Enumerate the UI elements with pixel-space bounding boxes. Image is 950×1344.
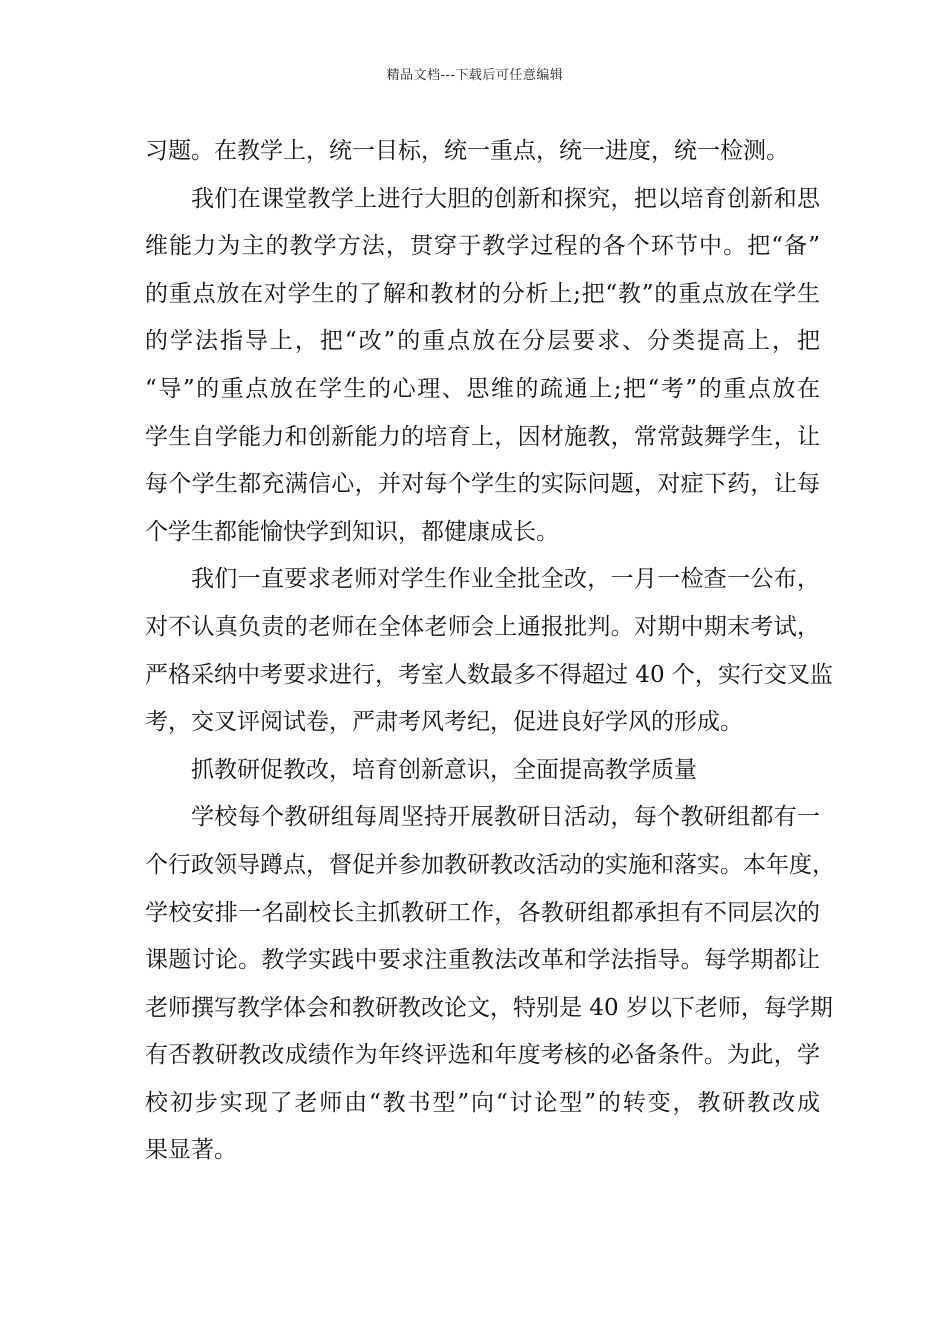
text-line: 有否教研教改成绩作为年终评选和年度考核的必备条件。为此，学 <box>145 1042 820 1069</box>
text-line: 老师撰写教学体会和教研教改论文，特别是 40 岁以下老师，每学期 <box>145 994 833 1021</box>
text-line: 习题。在教学上，统一目标，统一重点，统一进度，统一检测。 <box>145 138 789 164</box>
text-line: 考，交叉评阅试卷，严肃考风考纪，促进良好学风的形成。 <box>145 709 743 736</box>
text-line: 校初步实现了老师由“教书型”向“讨论型”的转变，教研教改成 <box>145 1089 820 1116</box>
body-text <box>145 128 835 1175</box>
text-line: 学校安排一名副校长主抓教研工作，各教研组都承担有不同层次的 <box>145 899 820 926</box>
text-line: 的学法指导上，把“改”的重点放在分层要求、分类提高上，把 <box>145 328 820 355</box>
section-heading: 抓教研促教改，培育创新意识，全面提高教学质量 <box>191 756 697 783</box>
text-line: 维能力为主的教学方法，贯穿于教学过程的各个环节中。把“备” <box>145 233 820 260</box>
text-line: 的重点放在对学生的了解和教材的分析上;把“教”的重点放在学生 <box>145 280 820 307</box>
text-line: 严格采纳中考要求进行，考室人数最多不得超过 40 个，实行交叉监 <box>145 661 833 688</box>
text-line: 个行政领导蹲点，督促并参加教研教改活动的实施和落实。本年度， <box>145 851 835 878</box>
text-line: 我们一直要求老师对学生作业全批全改，一月一检查一公布， <box>191 566 820 593</box>
page-header: 精品文档---下载后可任意编辑 <box>386 68 564 83</box>
text-line: 个学生都能愉快学到知识，都健康成长。 <box>145 518 559 545</box>
text-line: 果显著。 <box>145 1137 237 1164</box>
text-line: 每个学生都充满信心，并对每个学生的实际问题，对症下药，让每 <box>145 471 820 498</box>
text-line: 我们在课堂教学上进行大胆的创新和探究，把以培育创新和思 <box>191 185 820 212</box>
text-line: 学生自学能力和创新能力的培育上，因材施教，常常鼓舞学生，让 <box>145 423 820 450</box>
text-line: 课题讨论。教学实践中要求注重教法改革和学法指导。每学期都让 <box>145 947 820 974</box>
text-line: 学校每个教研组每周坚持开展教研日活动，每个教研组都有一 <box>191 804 820 831</box>
text-line: “导”的重点放在学生的心理、思维的疏通上;把“考”的重点放在 <box>145 375 820 402</box>
text-line: 对不认真负责的老师在全体老师会上通报批判。对期中期末考试， <box>145 613 820 640</box>
